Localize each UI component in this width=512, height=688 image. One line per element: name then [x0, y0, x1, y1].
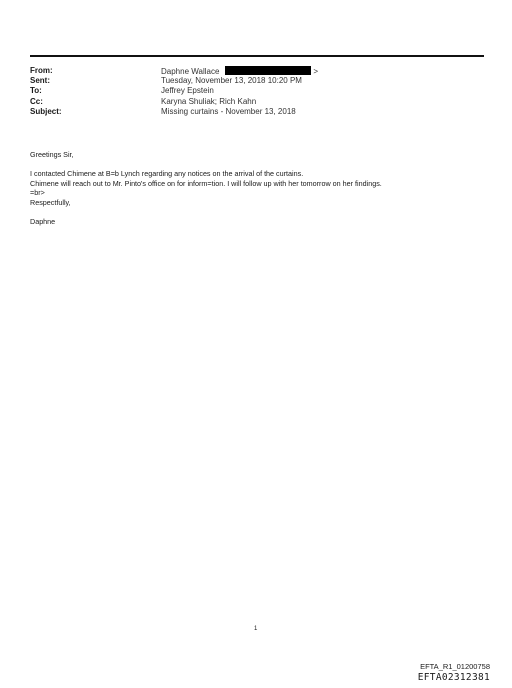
subject-value: Missing curtains - November 13, 2018: [161, 106, 296, 116]
to-label: To:: [30, 86, 42, 96]
to-value: Jeffrey Epstein: [161, 86, 214, 96]
body-line-3: =br>: [30, 188, 45, 198]
greeting: Greetings Sir,: [30, 150, 74, 159]
header-rule: [30, 55, 484, 57]
subject-row: [30, 107, 318, 117]
signoff: Respectfully,: [30, 197, 71, 207]
from-row: [30, 66, 318, 76]
page-number: 1: [254, 626, 258, 632]
subject-label: Subject:: [30, 106, 62, 116]
cc-row: [30, 97, 318, 107]
bates-number-secondary: EFTA02312381: [417, 672, 490, 683]
to-row: [30, 86, 318, 96]
signature: Daphne: [30, 217, 56, 227]
email-header: [30, 66, 318, 117]
from-name: Daphne Wallace: [161, 67, 220, 76]
sent-label: Sent:: [30, 76, 50, 86]
email-body: [30, 150, 382, 227]
bates-number-primary: EFTA_R1_01200758: [420, 662, 490, 671]
from-suffix: >: [313, 67, 319, 76]
cc-value: Karyna Shuliak; Rich Kahn: [161, 96, 257, 106]
from-label: From:: [30, 66, 53, 75]
from-value: [161, 66, 318, 76]
sent-row: [30, 76, 318, 86]
body-line-2: Chimene will reach out to Mr. Pinto's office on for inform=tion. I will follow up with her tomorrow on her findings.: [30, 178, 382, 188]
sent-value: Tuesday, November 13, 2018 10:20 PM: [161, 76, 302, 86]
redaction-bar: [225, 66, 311, 75]
body-line-1: I contacted Chimene at B=b Lynch regarding any notices on the arrival of the curtains.: [30, 169, 304, 179]
cc-label: Cc:: [30, 96, 43, 106]
